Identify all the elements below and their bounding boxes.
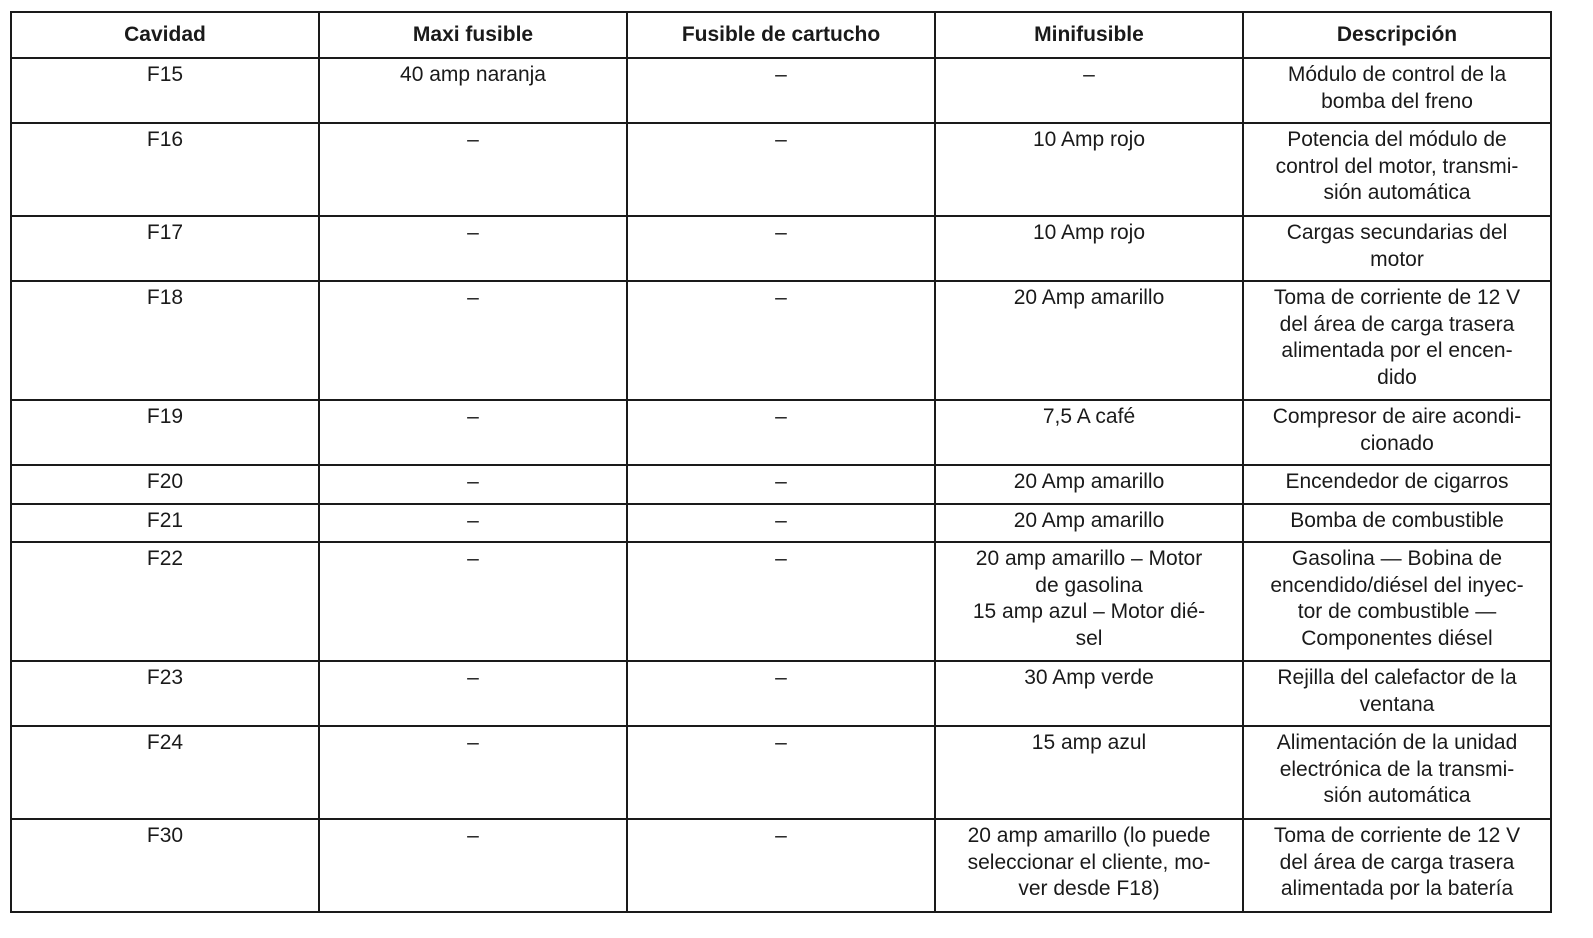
- cartridge-fuse-cell: –: [627, 661, 935, 726]
- cartridge-fuse-cell: –: [627, 465, 935, 504]
- cavity-cell: F16: [11, 123, 319, 216]
- maxi-fuse-cell: –: [319, 726, 627, 819]
- description-cell-line: motor: [1370, 247, 1424, 271]
- description-cell-line: control del motor, transmi-: [1275, 154, 1519, 178]
- description-cell-line: Cargas secundarias del: [1286, 221, 1508, 244]
- description-cell-line: Alimentación de la unidad: [1276, 731, 1518, 754]
- header-mini-fuse: Minifusible: [935, 12, 1243, 58]
- description-cell-line: del área de carga trasera: [1279, 312, 1515, 336]
- mini-fuse-cell-line: seleccionar el cliente, mo-: [967, 850, 1211, 874]
- description-cell-line: Compresor de aire acondi-: [1272, 405, 1522, 428]
- table-row: [11, 726, 1551, 819]
- mini-fuse-cell: [935, 281, 1243, 400]
- table-row: [11, 819, 1551, 912]
- table-body: [11, 58, 1551, 912]
- mini-fuse-cell-line: 10 Amp rojo: [1032, 128, 1146, 151]
- mini-fuse-cell: [935, 400, 1243, 465]
- mini-fuse-cell: [935, 465, 1243, 504]
- maxi-fuse-cell: –: [319, 465, 627, 504]
- fuse-table: [10, 11, 1552, 913]
- mini-fuse-cell: [935, 504, 1243, 543]
- description-cell-line: electrónica de la transmi-: [1279, 757, 1515, 781]
- header-description: Descripción: [1243, 12, 1551, 58]
- description-cell-line: encendido/diésel del inyec-: [1270, 573, 1524, 597]
- description-cell-line: ventana: [1359, 692, 1435, 716]
- maxi-fuse-cell: –: [319, 216, 627, 281]
- table-row: [11, 216, 1551, 281]
- maxi-fuse-cell: –: [319, 819, 627, 912]
- description-cell-line: Rejilla del calefactor de la: [1277, 666, 1517, 689]
- description-cell: [1243, 465, 1551, 504]
- mini-fuse-cell-line: 20 Amp amarillo: [1013, 508, 1165, 532]
- maxi-fuse-cell: 40 amp naranja: [319, 58, 627, 123]
- mini-fuse-cell-line: 20 Amp amarillo: [1013, 470, 1165, 493]
- mini-fuse-cell: [935, 819, 1243, 912]
- maxi-fuse-cell: –: [319, 661, 627, 726]
- mini-fuse-cell: [935, 123, 1243, 216]
- table-row: [11, 58, 1551, 123]
- description-cell-line: Componentes diésel: [1301, 626, 1493, 650]
- description-cell-line: Módulo de control de la: [1287, 63, 1507, 86]
- description-cell-line: Potencia del módulo de: [1287, 128, 1507, 151]
- cartridge-fuse-cell: –: [627, 58, 935, 123]
- description-cell: [1243, 819, 1551, 912]
- description-cell-line: tor de combustible —: [1297, 600, 1497, 623]
- description-cell: [1243, 123, 1551, 216]
- mini-fuse-cell-line: 7,5 A café: [1042, 405, 1136, 428]
- mini-fuse-cell-line: 20 amp amarillo – Motor: [975, 547, 1203, 570]
- table-row: [11, 661, 1551, 726]
- description-cell-line: bomba del freno: [1321, 89, 1473, 113]
- cavity-cell: F24: [11, 726, 319, 819]
- maxi-fuse-cell: –: [319, 504, 627, 543]
- description-cell-line: Bomba de combustible: [1290, 508, 1504, 532]
- description-cell-line: Encendedor de cigarros: [1285, 470, 1509, 493]
- mini-fuse-cell: [935, 216, 1243, 281]
- cartridge-fuse-cell: –: [627, 123, 935, 216]
- description-cell-line: del área de carga trasera: [1279, 850, 1515, 874]
- mini-fuse-cell: [935, 726, 1243, 819]
- cavity-cell: F20: [11, 465, 319, 504]
- description-cell-line: cionado: [1360, 431, 1434, 455]
- description-cell: [1243, 504, 1551, 543]
- header-row: [11, 12, 1551, 58]
- mini-fuse-cell-line: 20 Amp amarillo: [1013, 286, 1165, 309]
- cavity-cell: F21: [11, 504, 319, 543]
- mini-fuse-cell: [935, 542, 1243, 661]
- maxi-fuse-cell: –: [319, 400, 627, 465]
- cartridge-fuse-cell: –: [627, 281, 935, 400]
- maxi-fuse-cell: –: [319, 542, 627, 661]
- mini-fuse-cell-line: 20 amp amarillo (lo puede: [967, 824, 1211, 847]
- maxi-fuse-cell: –: [319, 123, 627, 216]
- mini-fuse-cell-line: 30 Amp verde: [1024, 666, 1154, 689]
- mini-fuse-cell-line: 10 Amp rojo: [1032, 221, 1146, 244]
- mini-fuse-cell: [935, 58, 1243, 123]
- cavity-cell: F22: [11, 542, 319, 661]
- cartridge-fuse-cell: –: [627, 726, 935, 819]
- cartridge-fuse-cell: –: [627, 819, 935, 912]
- cartridge-fuse-cell: –: [627, 216, 935, 281]
- table-row: [11, 465, 1551, 504]
- table-row: [11, 281, 1551, 400]
- description-cell: [1243, 281, 1551, 400]
- description-cell: [1243, 58, 1551, 123]
- header-maxi-fuse: Maxi fusible: [319, 12, 627, 58]
- description-cell-line: sión automática: [1323, 784, 1471, 807]
- header-cartridge-fuse: Fusible de cartucho: [627, 12, 935, 58]
- description-cell: [1243, 400, 1551, 465]
- description-cell-line: dido: [1377, 365, 1417, 389]
- mini-fuse-cell-line: –: [1083, 63, 1095, 86]
- cavity-cell: F23: [11, 661, 319, 726]
- mini-fuse-cell-line: ver desde F18): [1018, 877, 1160, 900]
- cavity-cell: F18: [11, 281, 319, 400]
- description-cell: [1243, 661, 1551, 726]
- mini-fuse-cell-line: de gasolina: [1035, 573, 1143, 597]
- description-cell-line: sión automática: [1323, 181, 1471, 204]
- description-cell-line: Gasolina — Bobina de: [1291, 547, 1503, 570]
- table-row: [11, 123, 1551, 216]
- header-cavity: Cavidad: [11, 12, 319, 58]
- cartridge-fuse-cell: –: [627, 542, 935, 661]
- cavity-cell: F15: [11, 58, 319, 123]
- cavity-cell: F19: [11, 400, 319, 465]
- description-cell-line: alimentada por la batería: [1280, 877, 1514, 900]
- description-cell-line: alimentada por el encen-: [1281, 339, 1513, 362]
- table-row: [11, 504, 1551, 543]
- cavity-cell: F17: [11, 216, 319, 281]
- mini-fuse-cell: [935, 661, 1243, 726]
- description-cell: [1243, 542, 1551, 661]
- table-row: [11, 542, 1551, 661]
- table-row: [11, 400, 1551, 465]
- description-cell: [1243, 216, 1551, 281]
- cartridge-fuse-cell: –: [627, 504, 935, 543]
- description-cell: [1243, 726, 1551, 819]
- maxi-fuse-cell: –: [319, 281, 627, 400]
- description-cell-line: Toma de corriente de 12 V: [1273, 286, 1521, 309]
- cavity-cell: F30: [11, 819, 319, 912]
- description-cell-line: Toma de corriente de 12 V: [1273, 824, 1521, 847]
- mini-fuse-cell-line: sel: [1075, 626, 1103, 650]
- cartridge-fuse-cell: –: [627, 400, 935, 465]
- mini-fuse-cell-line: 15 amp azul: [1031, 731, 1147, 754]
- mini-fuse-cell-line: 15 amp azul – Motor dié-: [972, 600, 1206, 623]
